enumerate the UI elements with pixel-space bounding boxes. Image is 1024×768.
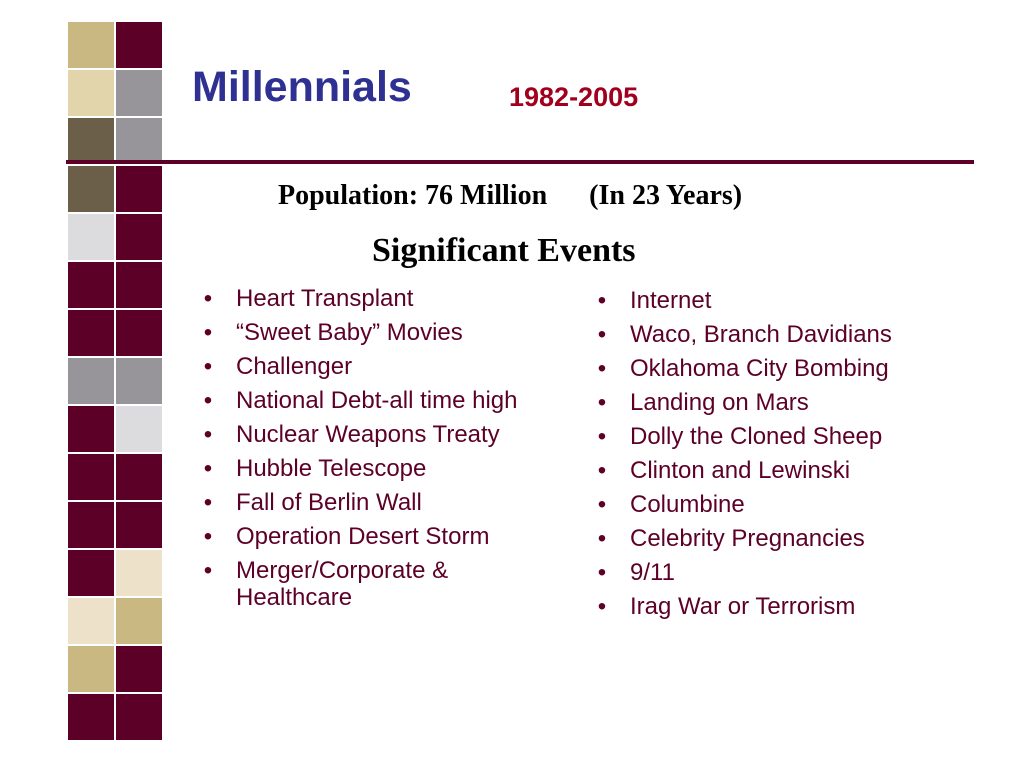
- event-text: “Sweet Baby” Movies: [236, 319, 463, 346]
- decorative-tile: [68, 646, 114, 692]
- decorative-tile: [116, 358, 162, 404]
- event-text: Fall of Berlin Wall: [236, 489, 422, 516]
- decorative-tile: [68, 70, 114, 116]
- event-item: [592, 457, 972, 484]
- events-list-right: [592, 287, 972, 627]
- event-text: Merger/Corporate & Healthcare: [236, 557, 449, 611]
- event-item: [592, 559, 972, 586]
- event-item: [198, 353, 528, 380]
- event-item: [198, 455, 528, 482]
- slide-title: Millennials: [192, 63, 412, 111]
- decorative-tile: [116, 310, 162, 356]
- event-item: [198, 523, 528, 550]
- decorative-tile: [116, 646, 162, 692]
- decorative-tile: [116, 502, 162, 548]
- events-list-left: [198, 285, 528, 618]
- event-text: Celebrity Pregnancies: [630, 525, 865, 552]
- event-text: Internet: [630, 287, 712, 314]
- event-text: Dolly the Cloned Sheep: [630, 423, 883, 450]
- decorative-tile: [68, 550, 114, 596]
- decorative-tile: [68, 694, 114, 740]
- slide-years: 1982-2005: [509, 82, 639, 112]
- event-text: Nuclear Weapons Treaty: [236, 421, 500, 448]
- event-item: [198, 319, 528, 346]
- bullet-icon: •: [597, 525, 607, 552]
- bullet-icon: •: [203, 285, 213, 312]
- event-text: Columbine: [630, 491, 745, 518]
- events-heading: Significant Events: [372, 232, 636, 269]
- event-item: [592, 525, 972, 552]
- bullet-icon: •: [597, 593, 607, 620]
- population-line: Population: 76 Million (In 23 Years): [278, 180, 743, 211]
- event-item: [198, 557, 528, 611]
- event-text: Clinton and Lewinski: [630, 457, 851, 484]
- bullet-icon: •: [203, 489, 213, 516]
- bullet-icon: •: [203, 353, 213, 380]
- event-text: Operation Desert Storm: [236, 523, 490, 550]
- event-item: [592, 321, 972, 348]
- decorative-tile: [116, 550, 162, 596]
- event-item: [592, 491, 972, 518]
- bullet-icon: •: [203, 421, 213, 448]
- event-item: [198, 489, 528, 516]
- decorative-tile: [68, 502, 114, 548]
- decorative-tile: [68, 310, 114, 356]
- event-text: Heart Transplant: [236, 285, 414, 312]
- bullet-icon: •: [597, 287, 607, 314]
- event-text: National Debt-all time high: [236, 387, 518, 414]
- decorative-tile: [68, 406, 114, 452]
- decorative-tile: [68, 454, 114, 500]
- decorative-tile: [68, 22, 114, 68]
- event-text: Hubble Telescope: [236, 455, 427, 482]
- decorative-tile: [116, 598, 162, 644]
- decorative-tile: [116, 22, 162, 68]
- decorative-tile: [116, 694, 162, 740]
- bullet-icon: •: [203, 455, 213, 482]
- event-item: [198, 421, 528, 448]
- event-text: Challenger: [236, 353, 353, 380]
- bullet-icon: •: [597, 389, 607, 416]
- bullet-icon: •: [203, 319, 213, 346]
- event-item: [198, 387, 528, 414]
- decorative-tile: [68, 166, 114, 212]
- decorative-tile: [68, 358, 114, 404]
- bullet-icon: •: [203, 387, 213, 414]
- event-item: [592, 423, 972, 450]
- bullet-icon: •: [203, 557, 213, 584]
- bullet-icon: •: [597, 423, 607, 450]
- event-item: [592, 389, 972, 416]
- decorative-tile: [116, 166, 162, 212]
- bullet-icon: •: [597, 491, 607, 518]
- decorative-tile: [68, 598, 114, 644]
- event-text: Waco, Branch Davidians: [630, 321, 892, 348]
- event-item: [592, 593, 972, 620]
- event-item: [198, 285, 528, 312]
- event-text: Landing on Mars: [630, 389, 809, 416]
- bullet-icon: •: [597, 457, 607, 484]
- event-text: 9/11: [630, 559, 675, 586]
- title-divider: [66, 160, 974, 164]
- event-text: Irag War or Terrorism: [630, 593, 856, 620]
- decorative-tile: [116, 118, 162, 164]
- decorative-tile: [116, 70, 162, 116]
- bullet-icon: •: [597, 559, 607, 586]
- decorative-tile: [68, 262, 114, 308]
- decorative-tile: [116, 214, 162, 260]
- decorative-tile: [68, 118, 114, 164]
- decorative-tile: [116, 406, 162, 452]
- bullet-icon: •: [203, 523, 213, 550]
- bullet-icon: •: [597, 321, 607, 348]
- event-item: [592, 355, 972, 382]
- decorative-tile: [116, 262, 162, 308]
- event-item: [592, 287, 972, 314]
- decorative-tile: [68, 214, 114, 260]
- bullet-icon: •: [597, 355, 607, 382]
- decorative-tile: [116, 454, 162, 500]
- decorative-tile-column: [66, 20, 164, 742]
- event-text: Oklahoma City Bombing: [630, 355, 889, 382]
